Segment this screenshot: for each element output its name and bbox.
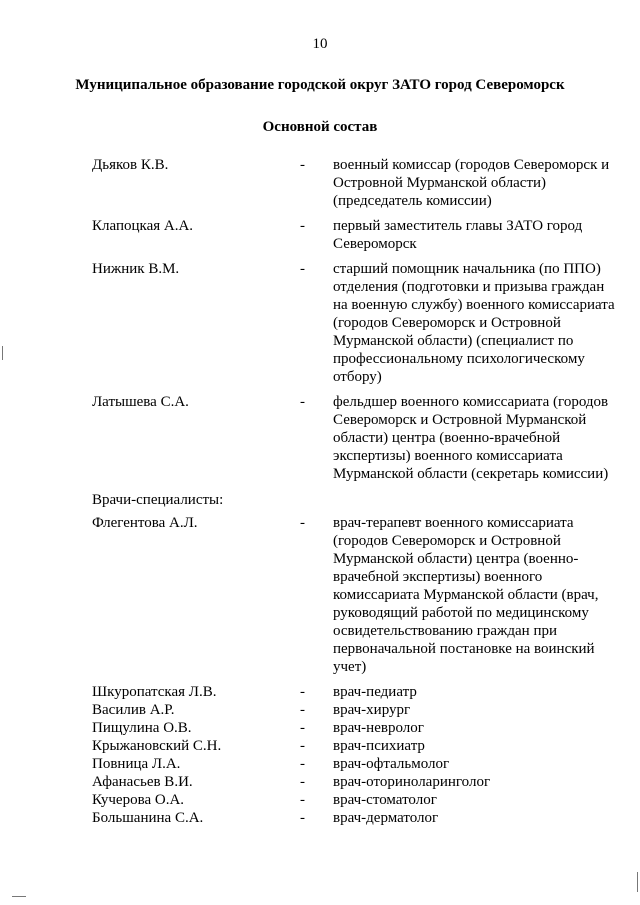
section-subtitle: Основной состав xyxy=(262,119,378,135)
dash-separator: - xyxy=(300,684,305,700)
dash-separator: - xyxy=(300,774,305,790)
member-name: Дьяков К.В. xyxy=(92,157,169,173)
specialist-description: врач-офтальмолог xyxy=(333,756,450,772)
specialist-name: Афанасьев В.И. xyxy=(92,774,193,790)
member-name: Нижник В.М. xyxy=(92,261,180,277)
dash-separator: - xyxy=(300,515,305,531)
specialist-description: врач-стоматолог xyxy=(333,792,437,808)
dash-separator: - xyxy=(300,756,305,772)
member-row xyxy=(92,260,622,386)
specialist-row xyxy=(92,701,622,719)
scan-margin-mark xyxy=(637,872,638,892)
specialists-label: Врачи-специалисты: xyxy=(92,492,224,508)
member-description: фельдшер военного комиссариата (городов Североморск и Островной Мурманской области) центра (военно-врачебной экспертизы) военного комиссариата Мурманской области (секретарь комиссии) xyxy=(333,394,609,482)
scan-margin-mark xyxy=(2,346,3,360)
specialist-name: Крыжановский С.Н. xyxy=(92,738,222,754)
specialist-row xyxy=(92,719,622,737)
page-number: 10 xyxy=(312,36,328,52)
dash-separator: - xyxy=(300,810,305,826)
dash-separator: - xyxy=(300,261,305,277)
specialist-name: Василив А.Р. xyxy=(92,702,175,718)
specialist-description: врач-педиатр xyxy=(333,684,417,700)
specialist-row xyxy=(92,773,622,791)
dash-separator: - xyxy=(300,792,305,808)
dash-separator: - xyxy=(300,394,305,410)
specialist-row xyxy=(92,755,622,773)
specialist-description: врач-психиатр xyxy=(333,738,425,754)
member-row xyxy=(92,217,622,253)
member-row xyxy=(92,156,622,210)
member-description: военный комиссар (городов Североморск и Островной Мурманской области) (председатель комиссии) xyxy=(333,157,610,209)
dash-separator: - xyxy=(300,218,305,234)
dash-separator: - xyxy=(300,720,305,736)
dash-separator: - xyxy=(300,738,305,754)
specialist-name: Повница Л.А. xyxy=(92,756,181,772)
document-title: Муниципальное образование городской округ ЗАТО город Североморск xyxy=(75,77,565,93)
specialist-row xyxy=(92,683,622,701)
member-name: Клапоцкая А.А. xyxy=(92,218,194,234)
specialist-description: врач-невролог xyxy=(333,720,424,736)
member-row xyxy=(92,393,622,483)
member-name: Латышева С.А. xyxy=(92,394,189,410)
dash-separator: - xyxy=(300,157,305,173)
specialist-row xyxy=(92,791,622,809)
specialist-description: врач-хирург xyxy=(333,702,411,718)
specialist-name: Пищулина О.В. xyxy=(92,720,192,736)
specialist-name: Большанина С.А. xyxy=(92,810,204,826)
member-description: старший помощник начальника (по ППО) отделения (подготовки и призыва граждан на военную службу) военного комиссариата (городов Североморск и Островной Мурманской области) (специалист по профессиональному психологическому отбору) xyxy=(333,261,615,385)
specialist-description: врач-терапевт военного комиссариата (городов Североморск и Островной Мурманской области) центра (военно-врачебной экспертизы) военного комиссариата Мурманской области (врач, руководящий работой по медицинскому освидетельствованию граждан при первоначальной постановке на воинский учет) xyxy=(333,515,599,675)
specialist-name: Шкуропатская Л.В. xyxy=(92,684,217,700)
dash-separator: - xyxy=(300,702,305,718)
specialist-name: Флегентова А.Л. xyxy=(92,515,198,531)
members-list xyxy=(92,156,622,827)
specialist-name: Кучерова О.А. xyxy=(92,792,185,808)
specialist-description: врач-оториноларинголог xyxy=(333,774,491,790)
scan-margin-mark xyxy=(12,896,26,897)
specialist-row xyxy=(92,809,622,827)
member-description: первый заместитель главы ЗАТО город Североморск xyxy=(333,218,583,252)
specialist-row xyxy=(92,514,622,676)
specialist-row xyxy=(92,737,622,755)
specialist-description: врач-дерматолог xyxy=(333,810,439,826)
